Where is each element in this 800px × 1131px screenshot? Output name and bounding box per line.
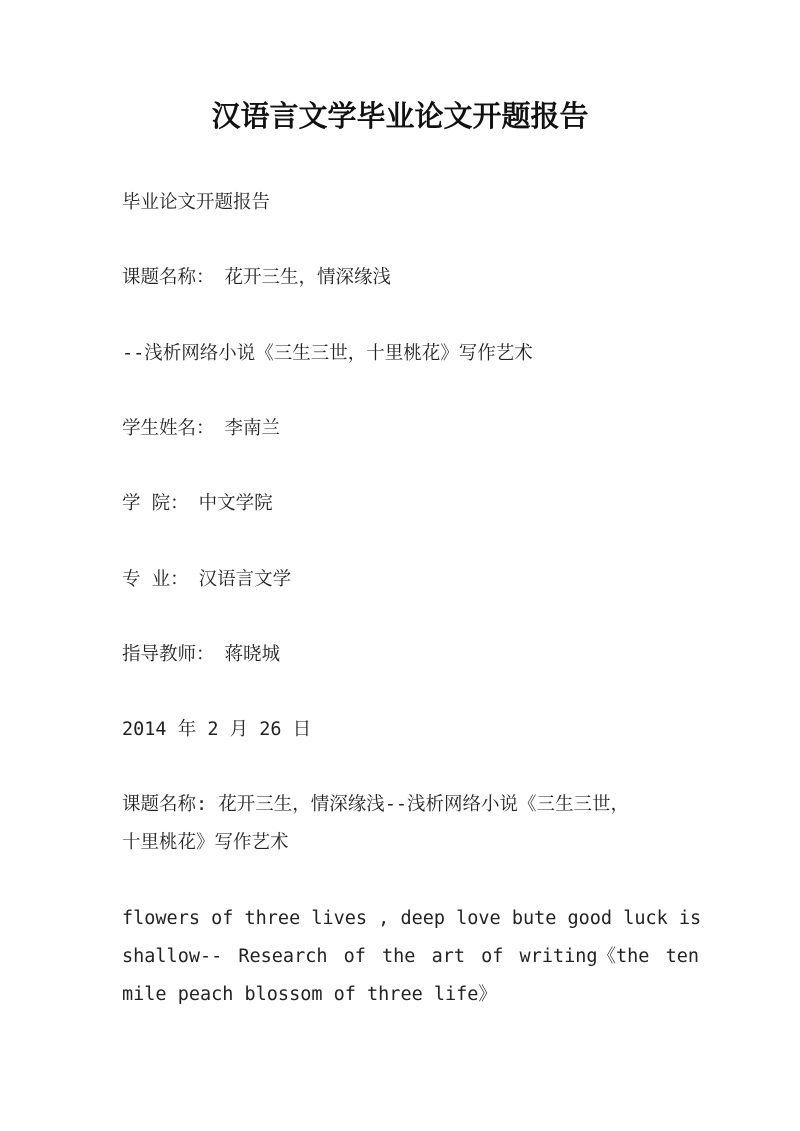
document-title: 汉语言文学毕业论文开题报告	[211, 99, 589, 133]
subtitle: 毕业论文开题报告	[122, 192, 271, 213]
topic-row	[122, 259, 682, 297]
major-label: 专 业：	[122, 569, 189, 590]
english-title-line-1: flowers of three lives , deep love bute good luck is	[122, 908, 702, 929]
topic-full-line-2: 十里桃花》写作艺术	[122, 832, 289, 853]
topic-subtitle: --浅析网络小说《三生三世，十里桃花》写作艺术	[122, 343, 533, 364]
topic-label: 课题名称：	[122, 267, 215, 288]
college-value: 中文学院	[198, 493, 273, 514]
topic-value: 花开三生，情深缘浅	[224, 267, 392, 288]
major-value: 汉语言文学	[198, 569, 292, 590]
english-title-line-3: mile peach blossom of three life》	[122, 984, 497, 1005]
advisor-label: 指导教师：	[122, 644, 215, 665]
college-label: 学 院：	[122, 493, 189, 514]
student-value: 李南兰	[224, 418, 281, 439]
student-row	[122, 410, 682, 448]
college-row	[122, 485, 682, 523]
major-row	[122, 561, 682, 599]
topic-full-line-1: 课题名称: 花开三生，情深缘浅--浅析网络小说《三生三世，	[122, 794, 630, 815]
advisor-value: 蒋晓城	[224, 644, 281, 665]
report-date: 2014 年 2 月 26 日	[122, 719, 312, 740]
student-label: 学生姓名：	[122, 418, 215, 439]
english-title-line-2: shallow-- Research of the art of writing《the ten	[122, 946, 699, 967]
advisor-row	[122, 636, 682, 674]
